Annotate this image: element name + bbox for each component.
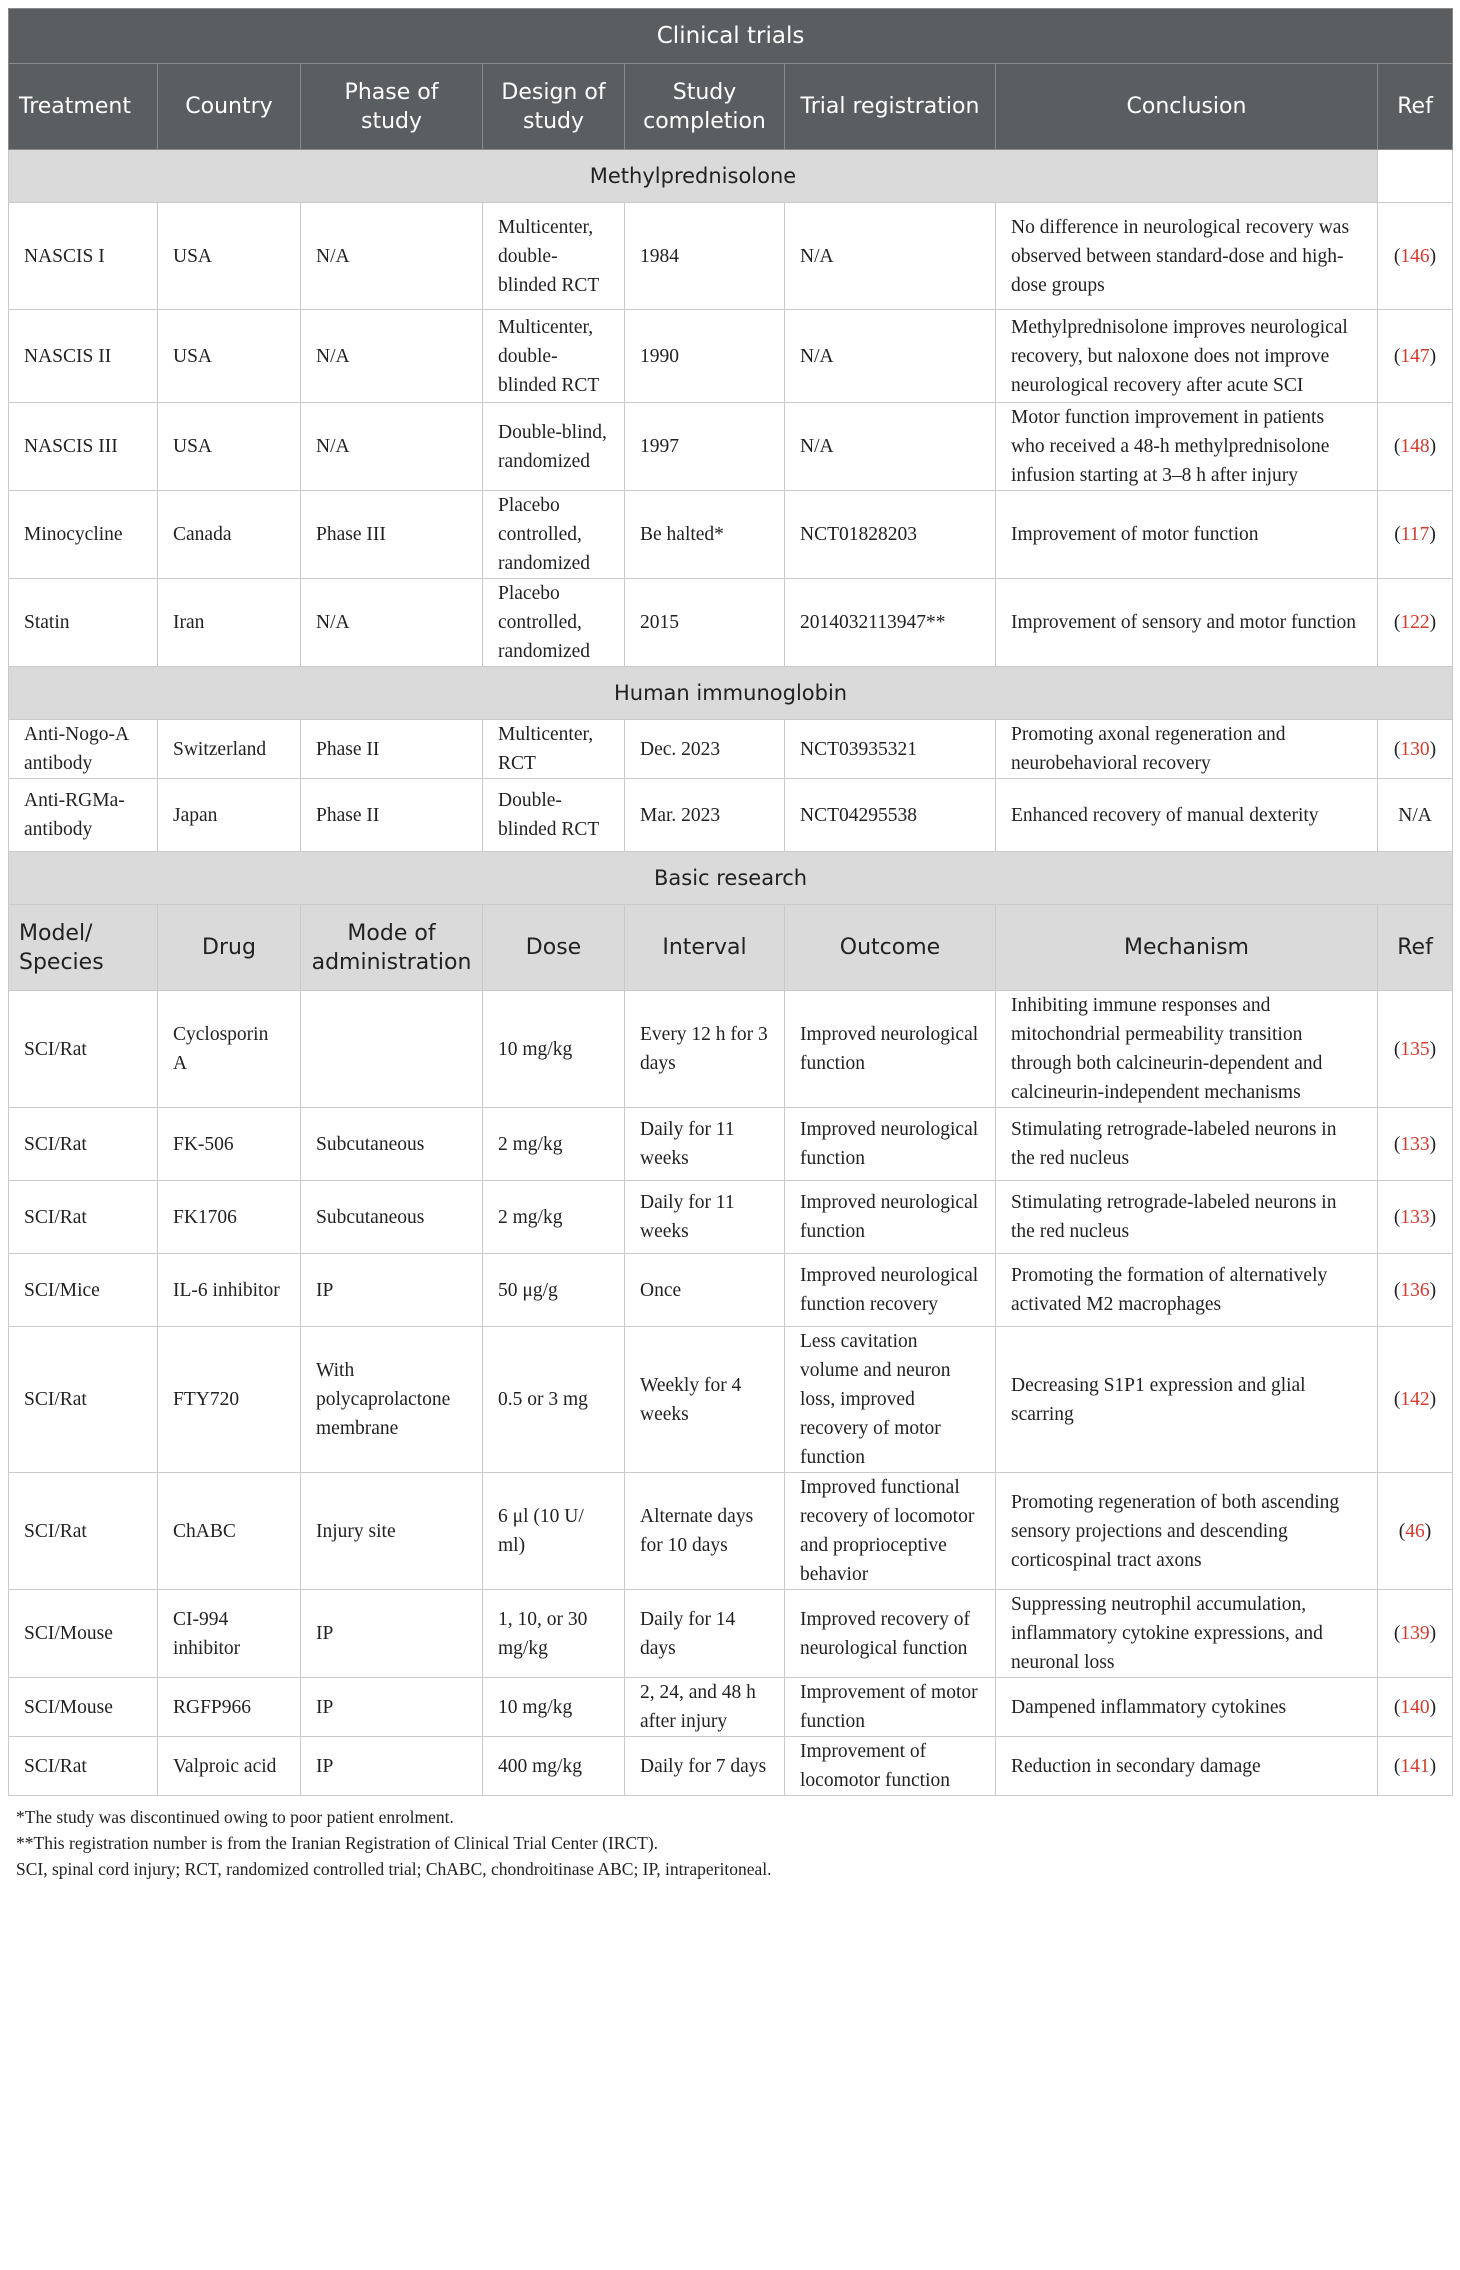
- header-treatment: Treatment: [9, 64, 158, 150]
- ref-close-paren: ): [1429, 1038, 1437, 1060]
- table-cell: NASCIS II: [9, 310, 158, 403]
- header-ref: Ref: [1378, 64, 1453, 150]
- table-cell: Stimulating retrograde-labeled neurons in the red nucleus: [996, 1108, 1378, 1181]
- table-cell: N/A: [785, 203, 996, 310]
- table-cell: IP: [301, 1590, 483, 1678]
- ref-cell[interactable]: [1378, 1327, 1453, 1473]
- table-cell: SCI/Rat: [9, 1737, 158, 1796]
- table-cell: SCI/Rat: [9, 1327, 158, 1473]
- header-country: Country: [158, 64, 301, 150]
- table-cell: IP: [301, 1678, 483, 1737]
- table-cell: 2015: [625, 579, 785, 667]
- table-cell: Improved neurological function: [785, 991, 996, 1108]
- table-row: [9, 1737, 1453, 1796]
- section-blank-cell: [1378, 150, 1453, 203]
- reference-link[interactable]: 133: [1400, 1206, 1430, 1228]
- table-cell: NASCIS III: [9, 403, 158, 491]
- table-cell: 50 μg/g: [483, 1254, 625, 1327]
- ref-open-paren: (: [1393, 1623, 1401, 1644]
- table-row: [9, 991, 1453, 1108]
- ref-cell[interactable]: [1378, 579, 1453, 667]
- table-cell: Dampened inflammatory cytokines: [996, 1678, 1378, 1737]
- footnote: *The study was discontinued owing to poor patient enrolment.: [16, 1807, 454, 1827]
- table-cell: N/A: [301, 203, 483, 310]
- header-drug: Drug: [158, 905, 301, 991]
- ref-cell[interactable]: [1378, 1254, 1453, 1327]
- ref-cell[interactable]: [1378, 403, 1453, 491]
- table-cell: Multicenter, double-blinded RCT: [483, 310, 625, 403]
- table-cell: N/A: [301, 403, 483, 491]
- table-cell: SCI/Mice: [9, 1254, 158, 1327]
- table-cell: Inhibiting immune responses and mitochondrial permeability transition through both calcineurin-dependent and calcineurin-independent mechanisms: [996, 991, 1378, 1108]
- ref-open-paren: (: [1393, 436, 1401, 457]
- ref-cell[interactable]: [1378, 991, 1453, 1108]
- table-cell: Double-blind, randomized: [483, 403, 625, 491]
- reference-link[interactable]: 142: [1400, 1389, 1430, 1410]
- table-cell: IL-6 inhibitor: [158, 1254, 301, 1327]
- ref-cell[interactable]: [1378, 203, 1453, 310]
- ref-cell[interactable]: [1378, 1473, 1453, 1590]
- table-cell: Once: [625, 1254, 785, 1327]
- ref-close-paren: ): [1429, 345, 1437, 367]
- table-cell: 400 mg/kg: [483, 1737, 625, 1796]
- table-cell: FTY720: [158, 1327, 301, 1473]
- reference-link[interactable]: 130: [1400, 738, 1430, 760]
- ref-open-paren: (: [1393, 612, 1401, 633]
- footnote: **This registration number is from the Iranian Registration of Clinical Trial Center (IRCT).: [16, 1833, 659, 1853]
- table-cell: Less cavitation volume and neuron loss, improved recovery of motor function: [785, 1327, 996, 1473]
- ref-cell[interactable]: [1378, 1678, 1453, 1737]
- table-cell: No difference in neurological recovery was observed between standard-dose and high-dose groups: [996, 203, 1378, 310]
- table-title: Clinical trials: [9, 9, 1453, 64]
- table-row: [9, 491, 1453, 579]
- table-cell: N/A: [785, 403, 996, 491]
- table-cell: N/A: [785, 310, 996, 403]
- table-row: [9, 779, 1453, 852]
- table-row: [9, 1590, 1453, 1678]
- header-outcome: Outcome: [785, 905, 996, 991]
- reference-link[interactable]: 140: [1400, 1696, 1430, 1718]
- table-cell: N/A: [301, 310, 483, 403]
- table-cell: 2 mg/kg: [483, 1108, 625, 1181]
- reference-link[interactable]: 141: [1400, 1755, 1430, 1777]
- section-heading-basic-research: Basic research: [9, 852, 1453, 905]
- header-completion: Study completion: [625, 64, 785, 150]
- table-row: [9, 310, 1453, 403]
- ref-open-paren: (: [1394, 524, 1401, 545]
- table-cell: Improvement of motor function: [785, 1678, 996, 1737]
- ref-cell[interactable]: [1378, 1737, 1453, 1796]
- table-cell: 2, 24, and 48 h after injury: [625, 1678, 785, 1737]
- table-cell: [301, 991, 483, 1108]
- reference-link[interactable]: 146: [1400, 245, 1430, 267]
- section-heading-methylprednisolone: Methylprednisolone: [9, 150, 1378, 203]
- header-design: Design of study: [483, 64, 625, 150]
- table-cell: USA: [158, 403, 301, 491]
- header-basic-ref: Ref: [1378, 905, 1453, 991]
- table-cell: USA: [158, 203, 301, 310]
- table-cell: Valproic acid: [158, 1737, 301, 1796]
- table-cell: Double-blinded RCT: [483, 779, 625, 852]
- ref-close-paren: ): [1429, 1133, 1437, 1155]
- table-cell: Subcutaneous: [301, 1181, 483, 1254]
- ref-open-paren: (: [1393, 738, 1401, 760]
- table-cell: Phase III: [301, 491, 483, 579]
- table-cell: Improved recovery of neurological function: [785, 1590, 996, 1678]
- table-cell: FK1706: [158, 1181, 301, 1254]
- table-row: [9, 720, 1453, 779]
- table-cell: NCT04295538: [785, 779, 996, 852]
- ref-close-paren: ): [1429, 1755, 1437, 1777]
- table-cell: 10 mg/kg: [483, 991, 625, 1108]
- ref-cell[interactable]: [1378, 1108, 1453, 1181]
- table-cell: Daily for 14 days: [625, 1590, 785, 1678]
- table-cell: 1997: [625, 403, 785, 491]
- ref-close-paren: ): [1429, 436, 1437, 457]
- table-cell: Daily for 11 weeks: [625, 1108, 785, 1181]
- ref-cell[interactable]: [1378, 491, 1453, 579]
- table-cell: SCI/Mouse: [9, 1678, 158, 1737]
- table-cell: Improvement of locomotor function: [785, 1737, 996, 1796]
- table-cell: 10 mg/kg: [483, 1678, 625, 1737]
- table-cell: With polycaprolactone membrane: [301, 1327, 483, 1473]
- reference-link[interactable]: 135: [1400, 1038, 1430, 1060]
- table-cell: Minocycline: [9, 491, 158, 579]
- table-cell: Statin: [9, 579, 158, 667]
- ref-close-paren: ): [1429, 1623, 1437, 1644]
- table-cell: SCI/Mouse: [9, 1590, 158, 1678]
- table-cell: SCI/Rat: [9, 991, 158, 1108]
- table-cell: Phase II: [301, 779, 483, 852]
- reference-link[interactable]: 122: [1400, 612, 1430, 633]
- reference-link[interactable]: 133: [1400, 1133, 1430, 1155]
- treatments-table: [8, 8, 1453, 1796]
- reference-link[interactable]: 136: [1400, 1279, 1430, 1301]
- table-cell: Promoting regeneration of both ascending sensory projections and descending corticospinal tract axons: [996, 1473, 1378, 1590]
- table-cell: Improved neurological function: [785, 1181, 996, 1254]
- table-cell: IP: [301, 1737, 483, 1796]
- ref-open-paren: (: [1393, 1206, 1401, 1228]
- table-cell: Improvement of sensory and motor function: [996, 579, 1378, 667]
- clinical-header-row: [9, 64, 1453, 150]
- ref-open-paren: (: [1393, 1279, 1401, 1301]
- table-cell: Canada: [158, 491, 301, 579]
- table-cell: Improved functional recovery of locomotor and proprioceptive behavior: [785, 1473, 996, 1590]
- table-row: [9, 403, 1453, 491]
- methylprednisolone-group: [9, 150, 1453, 667]
- table-cell: 1, 10, or 30 mg/kg: [483, 1590, 625, 1678]
- ref-open-paren: (: [1398, 1520, 1406, 1542]
- basic-header-row: [9, 905, 1453, 991]
- table-cell: 2014032113947**: [785, 579, 996, 667]
- table-cell: Placebo controlled, randomized: [483, 579, 625, 667]
- table-cell: Methylprednisolone improves neurological recovery, but naloxone does not improve neurological recovery after acute SCI: [996, 310, 1378, 403]
- ref-close-paren: ): [1429, 1279, 1437, 1301]
- ref-close-paren: ): [1429, 1696, 1437, 1718]
- table-cell: Enhanced recovery of manual dexterity: [996, 779, 1378, 852]
- table-cell: Iran: [158, 579, 301, 667]
- header-phase: Phase of study: [301, 64, 483, 150]
- table-cell: Suppressing neutrophil accumulation, inflammatory cytokine expressions, and neuronal loss: [996, 1590, 1378, 1678]
- table-cell: NCT01828203: [785, 491, 996, 579]
- table-cell: Injury site: [301, 1473, 483, 1590]
- header-model-species: Model/ Species: [9, 905, 158, 991]
- header-interval: Interval: [625, 905, 785, 991]
- ref-open-paren: (: [1393, 1389, 1401, 1410]
- table-cell: Improvement of motor function: [996, 491, 1378, 579]
- reference-link[interactable]: 117: [1400, 524, 1430, 545]
- ref-close-paren: ): [1429, 738, 1437, 760]
- header-mechanism: Mechanism: [996, 905, 1378, 991]
- ref-open-paren: (: [1393, 1038, 1401, 1060]
- table-cell: Dec. 2023: [625, 720, 785, 779]
- table-cell: SCI/Rat: [9, 1181, 158, 1254]
- table-cell: 0.5 or 3 mg: [483, 1327, 625, 1473]
- table-row: [9, 1254, 1453, 1327]
- table-cell: Placebo controlled, randomized: [483, 491, 625, 579]
- table-row: [9, 579, 1453, 667]
- table-cell: Improved neurological function recovery: [785, 1254, 996, 1327]
- table-footnotes: [8, 1796, 1452, 1882]
- ref-open-paren: (: [1393, 1133, 1401, 1155]
- table-cell: ChABC: [158, 1473, 301, 1590]
- table-cell: Weekly for 4 weeks: [625, 1327, 785, 1473]
- section-heading-immunoglobin: Human immunoglobin: [9, 667, 1453, 720]
- table-cell: Subcutaneous: [301, 1108, 483, 1181]
- table-cell: Promoting axonal regeneration and neurobehavioral recovery: [996, 720, 1378, 779]
- reference-link[interactable]: 46: [1405, 1520, 1425, 1542]
- table-cell: N/A: [301, 579, 483, 667]
- table-cell: Anti-Nogo-A antibody: [9, 720, 158, 779]
- table-row: [9, 1181, 1453, 1254]
- table-cell: Japan: [158, 779, 301, 852]
- ref-open-paren: (: [1393, 245, 1401, 267]
- table-cell: Mar. 2023: [625, 779, 785, 852]
- immunoglobin-group: [9, 667, 1453, 852]
- table-cell: USA: [158, 310, 301, 403]
- table-cell: Daily for 7 days: [625, 1737, 785, 1796]
- table-row: [9, 203, 1453, 310]
- table-cell: NASCIS I: [9, 203, 158, 310]
- ref-open-paren: (: [1393, 1696, 1401, 1718]
- table-cell: Motor function improvement in patients who received a 48-h methylprednisolone infusion starting at 3–8 h after injury: [996, 403, 1378, 491]
- ref-open-paren: (: [1393, 1755, 1401, 1777]
- table-cell: FK-506: [158, 1108, 301, 1181]
- table-cell: IP: [301, 1254, 483, 1327]
- table-cell: Improved neurological function: [785, 1108, 996, 1181]
- table-row: [9, 1473, 1453, 1590]
- table-cell: Every 12 h for 3 days: [625, 991, 785, 1108]
- ref-close-paren: ): [1429, 524, 1436, 545]
- header-registration: Trial registration: [785, 64, 996, 150]
- table-cell: Promoting the formation of alternatively activated M2 macrophages: [996, 1254, 1378, 1327]
- ref-cell[interactable]: [1378, 1181, 1453, 1254]
- table-row: [9, 1327, 1453, 1473]
- basic-research-group: [9, 852, 1453, 1796]
- reference-link[interactable]: 148: [1400, 436, 1430, 457]
- table-cell: Be halted*: [625, 491, 785, 579]
- ref-close-paren: ): [1424, 1520, 1432, 1542]
- table-row: [9, 1108, 1453, 1181]
- table-cell: Stimulating retrograde-labeled neurons in the red nucleus: [996, 1181, 1378, 1254]
- ref-cell: N/A: [1378, 779, 1453, 852]
- reference-link[interactable]: 139: [1400, 1623, 1430, 1644]
- table-cell: Anti-RGMa-antibody: [9, 779, 158, 852]
- table-cell: SCI/Rat: [9, 1108, 158, 1181]
- header-dose: Dose: [483, 905, 625, 991]
- table-cell: SCI/Rat: [9, 1473, 158, 1590]
- footnote: SCI, spinal cord injury; RCT, randomized controlled trial; ChABC, chondroitinase ABC; IP, intraperitoneal.: [16, 1859, 772, 1879]
- table-container: [8, 8, 1452, 1882]
- table-cell: Multicenter, double-blinded RCT: [483, 203, 625, 310]
- table-cell: Cyclosporin A: [158, 991, 301, 1108]
- table-cell: Phase II: [301, 720, 483, 779]
- table-cell: Switzerland: [158, 720, 301, 779]
- ref-close-paren: ): [1429, 1206, 1437, 1228]
- table-cell: 2 mg/kg: [483, 1181, 625, 1254]
- table-cell: Daily for 11 weeks: [625, 1181, 785, 1254]
- table-cell: Multicenter, RCT: [483, 720, 625, 779]
- ref-cell[interactable]: [1378, 1590, 1453, 1678]
- ref-cell[interactable]: [1378, 310, 1453, 403]
- table-cell: Alternate days for 10 days: [625, 1473, 785, 1590]
- ref-close-paren: ): [1429, 1389, 1437, 1410]
- table-cell: 6 μl (10 U/ ml): [483, 1473, 625, 1590]
- reference-link[interactable]: 147: [1400, 345, 1430, 367]
- table-cell: RGFP966: [158, 1678, 301, 1737]
- table-row: [9, 1678, 1453, 1737]
- table-cell: NCT03935321: [785, 720, 996, 779]
- table-cell: 1984: [625, 203, 785, 310]
- header-conclusion: Conclusion: [996, 64, 1378, 150]
- table-cell: CI-994 inhibitor: [158, 1590, 301, 1678]
- table-cell: Reduction in secondary damage: [996, 1737, 1378, 1796]
- ref-close-paren: ): [1429, 612, 1437, 633]
- ref-open-paren: (: [1393, 345, 1401, 367]
- ref-close-paren: ): [1429, 245, 1437, 267]
- header-mode: Mode of administration: [301, 905, 483, 991]
- ref-cell[interactable]: [1378, 720, 1453, 779]
- table-cell: Decreasing S1P1 expression and glial scarring: [996, 1327, 1378, 1473]
- table-cell: 1990: [625, 310, 785, 403]
